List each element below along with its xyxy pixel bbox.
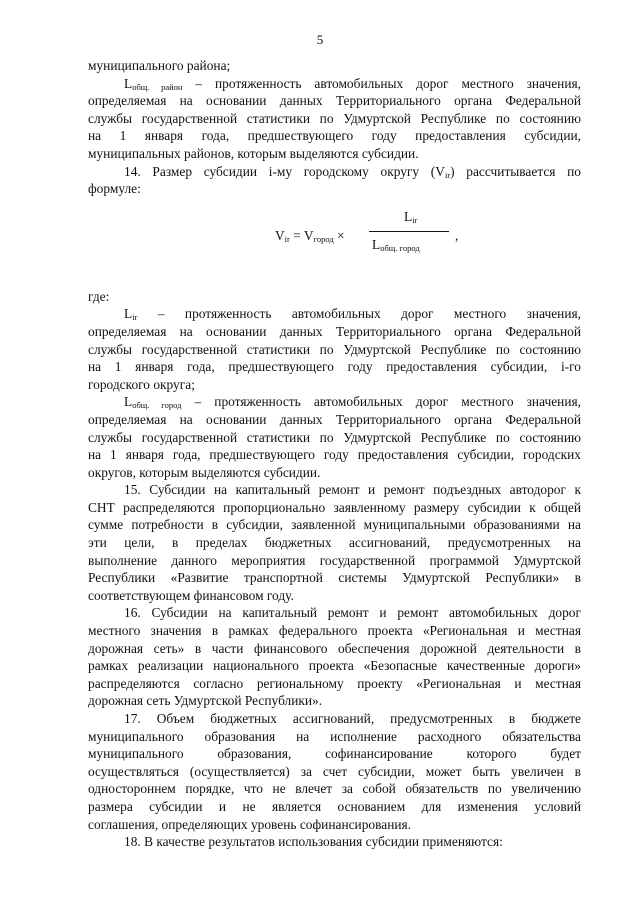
page-number: 5	[316, 32, 324, 47]
definition-l-obsh-gorod: $L_{общ. город}$ – протяженность автомобильных дорог местного значения,	[124, 394, 581, 411]
paragraph-14-start: 14. Размер субсидии i-му городскому округу $(V_{ir})$ рассчитывается по	[124, 163, 581, 180]
text-line: службы государственной статистики по Удмуртской Республике по состоянию	[88, 341, 581, 357]
text-line: формуле:	[88, 181, 141, 197]
text-line: определяемая на основании данных Территориального органа Федеральной	[88, 411, 581, 427]
formula-comma: ,	[455, 227, 459, 243]
text-line: где:	[88, 288, 110, 304]
formula-lhs: $V_{ir} = V_{город}$ ×	[275, 227, 345, 244]
text-line: определяемая на основании данных Территориального органа Федеральной	[88, 93, 581, 109]
text-line: распределяются согласно региональному проекту «Региональная и местная	[88, 675, 581, 691]
text-line: службы государственной статистики по Удмуртской Республике по состоянию	[88, 429, 581, 445]
text-line: муниципального района;	[88, 58, 231, 73]
formula-numerator: $L_{ir}$	[404, 208, 418, 225]
paragraph-18-start: 18. В качестве результатов использования субсидии применяются:	[124, 834, 503, 850]
text-line: муниципальных районов, которым выделяются субсидии.	[88, 145, 419, 161]
text-line: местного значения в рамках федерального проекта «Региональная и местная	[88, 623, 581, 639]
text-line: службы государственной статистики по Удмуртской Республике по состоянию	[88, 110, 581, 126]
text-line: на 1 января года, предшествующего году предоставления субсидии, городских	[88, 447, 581, 463]
text-line: эти цели, в пределах бюджетных ассигнований, предусмотренных на	[88, 535, 581, 551]
definition-l-obsh-raion: $L_{общ. район}$ – протяженность автомобильных дорог местного значения,	[124, 75, 582, 92]
definition-l-ir: $L_{ir}$ – протяженность автомобильных дорог местного значения,	[124, 306, 581, 323]
text-line: одностороннем порядке, что не влечет за собой обязательств по увеличению	[88, 781, 581, 797]
formula-v-ir	[88, 206, 581, 276]
text-line: выполнение данного мероприятия государственной программой Удмуртской	[88, 552, 581, 568]
text-line: муниципального образования на исполнение расходного обязательства	[88, 728, 581, 744]
text-line: рамках реализации национального проекта «Безопасные качественные дороги»	[88, 658, 581, 674]
text-line: муниципального образования, софинансирование которого будет	[88, 746, 581, 762]
formula-denominator: $L_{общ. город}$	[372, 236, 420, 253]
text-line: на 1 января года, предшествующего году предоставления субсидии,	[88, 128, 581, 144]
text-line: осуществляться (осуществляется) за счет субсидии, может быть увеличен в	[88, 763, 581, 779]
document-body	[88, 57, 581, 851]
text-line: Республики «Развитие транспортной системы Удмуртской Республики» в	[88, 570, 581, 586]
text-line: соответствующем финансовом году.	[88, 587, 294, 603]
paragraph-16-start: 16. Субсидии на капитальный ремонт и ремонт автомобильных дорог	[124, 605, 581, 621]
text-line: дорожная сеть» в части финансового обеспечения дорожной деятельности в	[88, 640, 581, 656]
text-line: соглашения, определяющих уровень софинансирования.	[88, 816, 412, 832]
text-line: сумме потребности в субсидии, заявленной муниципальными образованиями на	[88, 517, 581, 533]
fraction-bar	[369, 231, 449, 232]
text-line: размера субсидии и не является основанием для изменения условий	[88, 798, 581, 814]
text-line: дорожная сеть Удмуртской Республики».	[88, 693, 323, 709]
text-line: городского округа;	[88, 376, 195, 392]
text-line: на 1 января года, предшествующего году предоставления субсидии, i-го	[88, 359, 581, 375]
text-line: СНТ распределяются пропорционально заявленному размеру субсидии к общей	[88, 499, 581, 515]
text-line: округов, которым выделяются субсидии.	[88, 464, 321, 480]
paragraph-15-start: 15. Субсидии на капитальный ремонт и ремонт подъездных автодорог к	[124, 482, 581, 498]
paragraph-17-start: 17. Объем бюджетных ассигнований, предусмотренных в бюджете	[124, 711, 581, 726]
text-line: определяемая на основании данных Территориального органа Федеральной	[88, 323, 581, 339]
